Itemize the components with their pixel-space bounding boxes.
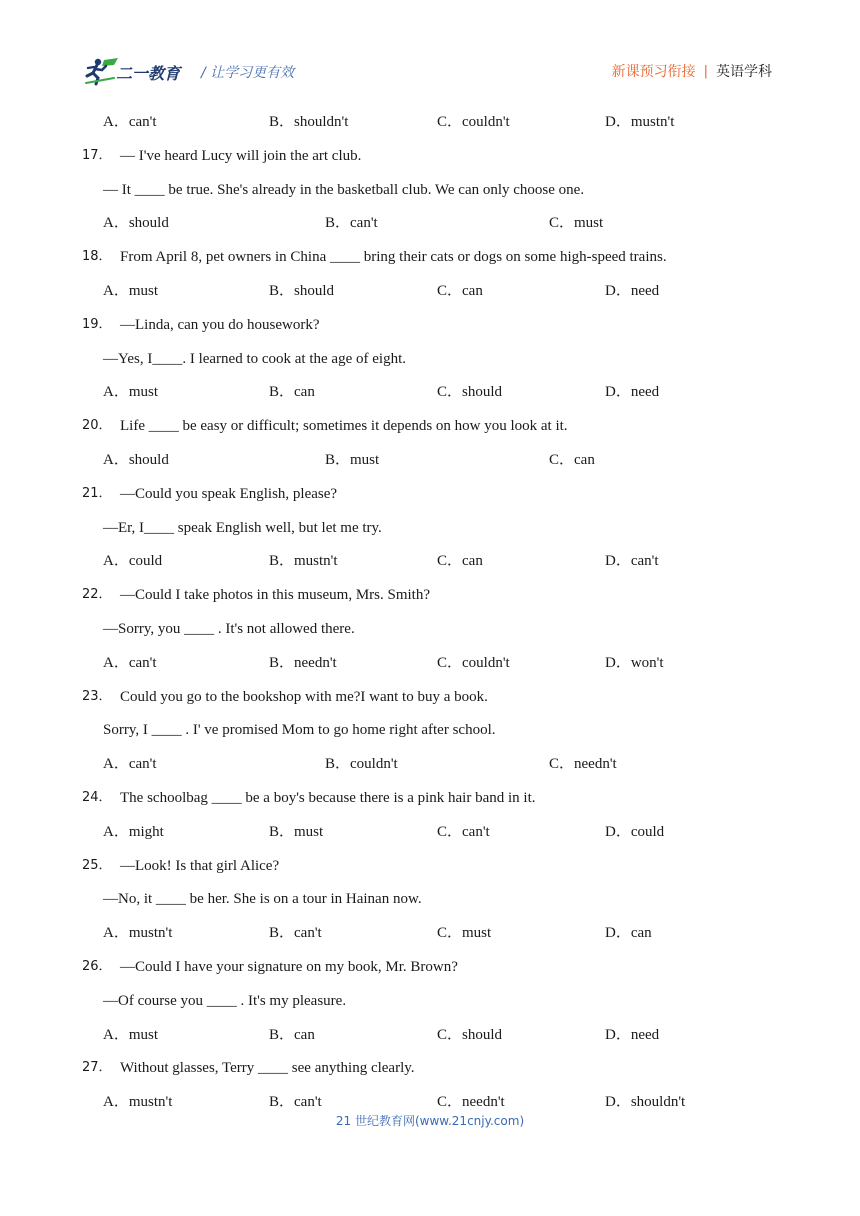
dialogue-line: —No, it ____ be her. She is on a tour in Hainan now. bbox=[103, 891, 422, 908]
page-footer: 21 世纪教育网(www.21cnjy.com) bbox=[335, 1114, 525, 1128]
header-separator: | bbox=[703, 63, 708, 79]
answer-option: C．needn't bbox=[437, 1094, 505, 1111]
answer-option: B．needn't bbox=[269, 654, 337, 671]
answer-option: D．won't bbox=[605, 654, 664, 671]
question-text: —Could you speak English, please? bbox=[120, 485, 338, 502]
question-number: 20． bbox=[82, 418, 112, 434]
answer-option: B．can bbox=[269, 1026, 315, 1043]
answer-option: A．should bbox=[103, 215, 169, 232]
dialogue-line: — It ____ be true. She's already in the basketball club. We can only choose one. bbox=[103, 181, 585, 198]
header-subject-name: 英语学科 bbox=[716, 64, 772, 80]
answer-option: C．should bbox=[437, 1026, 503, 1043]
answer-option: B．can bbox=[269, 384, 315, 401]
logo-text: 二一教育 bbox=[116, 64, 181, 83]
question-text: Life ____ be easy or difficult; sometimes it depends on how you look at it. bbox=[120, 418, 568, 435]
answer-option: B．must bbox=[269, 823, 324, 840]
answer-option: A．mustn't bbox=[103, 1094, 173, 1111]
question-text: — I've heard Lucy will join the art club. bbox=[120, 147, 362, 164]
question-number: 19． bbox=[82, 316, 112, 332]
question-text: Without glasses, Terry ____ see anything clearly. bbox=[120, 1060, 415, 1077]
question-number: 26． bbox=[82, 959, 112, 974]
answer-option: D．need bbox=[605, 283, 660, 299]
answer-option: D．can bbox=[605, 925, 652, 942]
dialogue-line: —Yes, I____. I learned to cook at the age of eight. bbox=[103, 350, 406, 367]
answer-option: C．can bbox=[437, 553, 483, 570]
answer-option: B．should bbox=[269, 283, 335, 299]
answer-option: A．could bbox=[103, 553, 163, 570]
answer-option: A．mustn't bbox=[103, 925, 173, 942]
answer-option: D．can't bbox=[605, 553, 659, 570]
dialogue-line: —Sorry, you ____ . It's not allowed there. bbox=[103, 621, 355, 637]
answer-option: C．couldn't bbox=[437, 654, 510, 671]
answer-option: D．mustn't bbox=[605, 114, 675, 130]
question-number: 21． bbox=[82, 485, 112, 501]
question-text: Could you go to the bookshop with me?I want to buy a book. bbox=[120, 688, 488, 705]
answer-option: A．must bbox=[103, 384, 159, 401]
question-text: —Look! Is that girl Alice? bbox=[120, 857, 280, 874]
header-slogan: / 让学习更有效 bbox=[201, 65, 295, 81]
answer-option: C．must bbox=[549, 215, 604, 232]
answer-option: B．can't bbox=[325, 215, 378, 232]
answer-option: C．must bbox=[437, 925, 492, 942]
answer-option: D．need bbox=[605, 384, 660, 401]
question-text: —Could I have your signature on my book, Mr. Brown? bbox=[120, 959, 458, 975]
answer-option: D．could bbox=[605, 823, 665, 840]
dialogue-line: —Of course you ____ . It's my pleasure. bbox=[103, 992, 347, 1009]
answer-option: B．can't bbox=[269, 1094, 322, 1111]
question-number: 22． bbox=[82, 587, 112, 603]
answer-option: C．can't bbox=[437, 823, 490, 840]
answer-option: C．couldn't bbox=[437, 114, 510, 130]
page-header bbox=[0, 0, 860, 100]
answer-option: B．must bbox=[325, 452, 380, 468]
header-subject bbox=[612, 61, 772, 81]
answer-option: C．needn't bbox=[549, 756, 617, 773]
answer-option: B．couldn't bbox=[325, 756, 398, 773]
question-number: 18． bbox=[82, 249, 112, 265]
question-number: 24． bbox=[82, 790, 112, 805]
answer-option: B．can't bbox=[269, 925, 322, 942]
question-text: —Could I take photos in this museum, Mrs. Smith? bbox=[120, 587, 430, 604]
answer-option: C．can bbox=[549, 452, 595, 468]
answer-option: B．mustn't bbox=[269, 553, 338, 570]
answer-option: A．can't bbox=[103, 756, 157, 773]
answer-option: C．should bbox=[437, 384, 503, 401]
question-text: From April 8, pet owners in China ____ bring their cats or dogs on some high-speed trains. bbox=[120, 249, 667, 266]
answer-option: A．can't bbox=[103, 114, 157, 130]
question-number: 25． bbox=[82, 857, 112, 873]
answer-option: C．can bbox=[437, 283, 483, 299]
header-course: 新课预习衔接 bbox=[611, 64, 696, 80]
answer-option: B．shouldn't bbox=[269, 114, 349, 130]
answer-option: D．need bbox=[605, 1026, 660, 1043]
answer-option: A．must bbox=[103, 1026, 159, 1043]
dialogue-line: —Er, I____ speak English well, but let me try. bbox=[103, 519, 382, 536]
dialogue-line: Sorry, I ____ . I' ve promised Mom to go home right after school. bbox=[103, 722, 496, 739]
answer-option: A．might bbox=[103, 823, 164, 840]
question-text: The schoolbag ____ be a boy's because there is a pink hair band in it. bbox=[120, 790, 536, 806]
answer-option: A．should bbox=[103, 452, 169, 468]
question-text: —Linda, can you do housework? bbox=[120, 316, 320, 333]
answer-option: A．can't bbox=[103, 654, 157, 671]
question-number: 27． bbox=[82, 1060, 112, 1076]
question-number: 17． bbox=[82, 147, 112, 163]
answer-option: A．must bbox=[103, 283, 159, 299]
question-number: 23． bbox=[82, 688, 112, 704]
answer-option: D．shouldn't bbox=[605, 1094, 686, 1111]
